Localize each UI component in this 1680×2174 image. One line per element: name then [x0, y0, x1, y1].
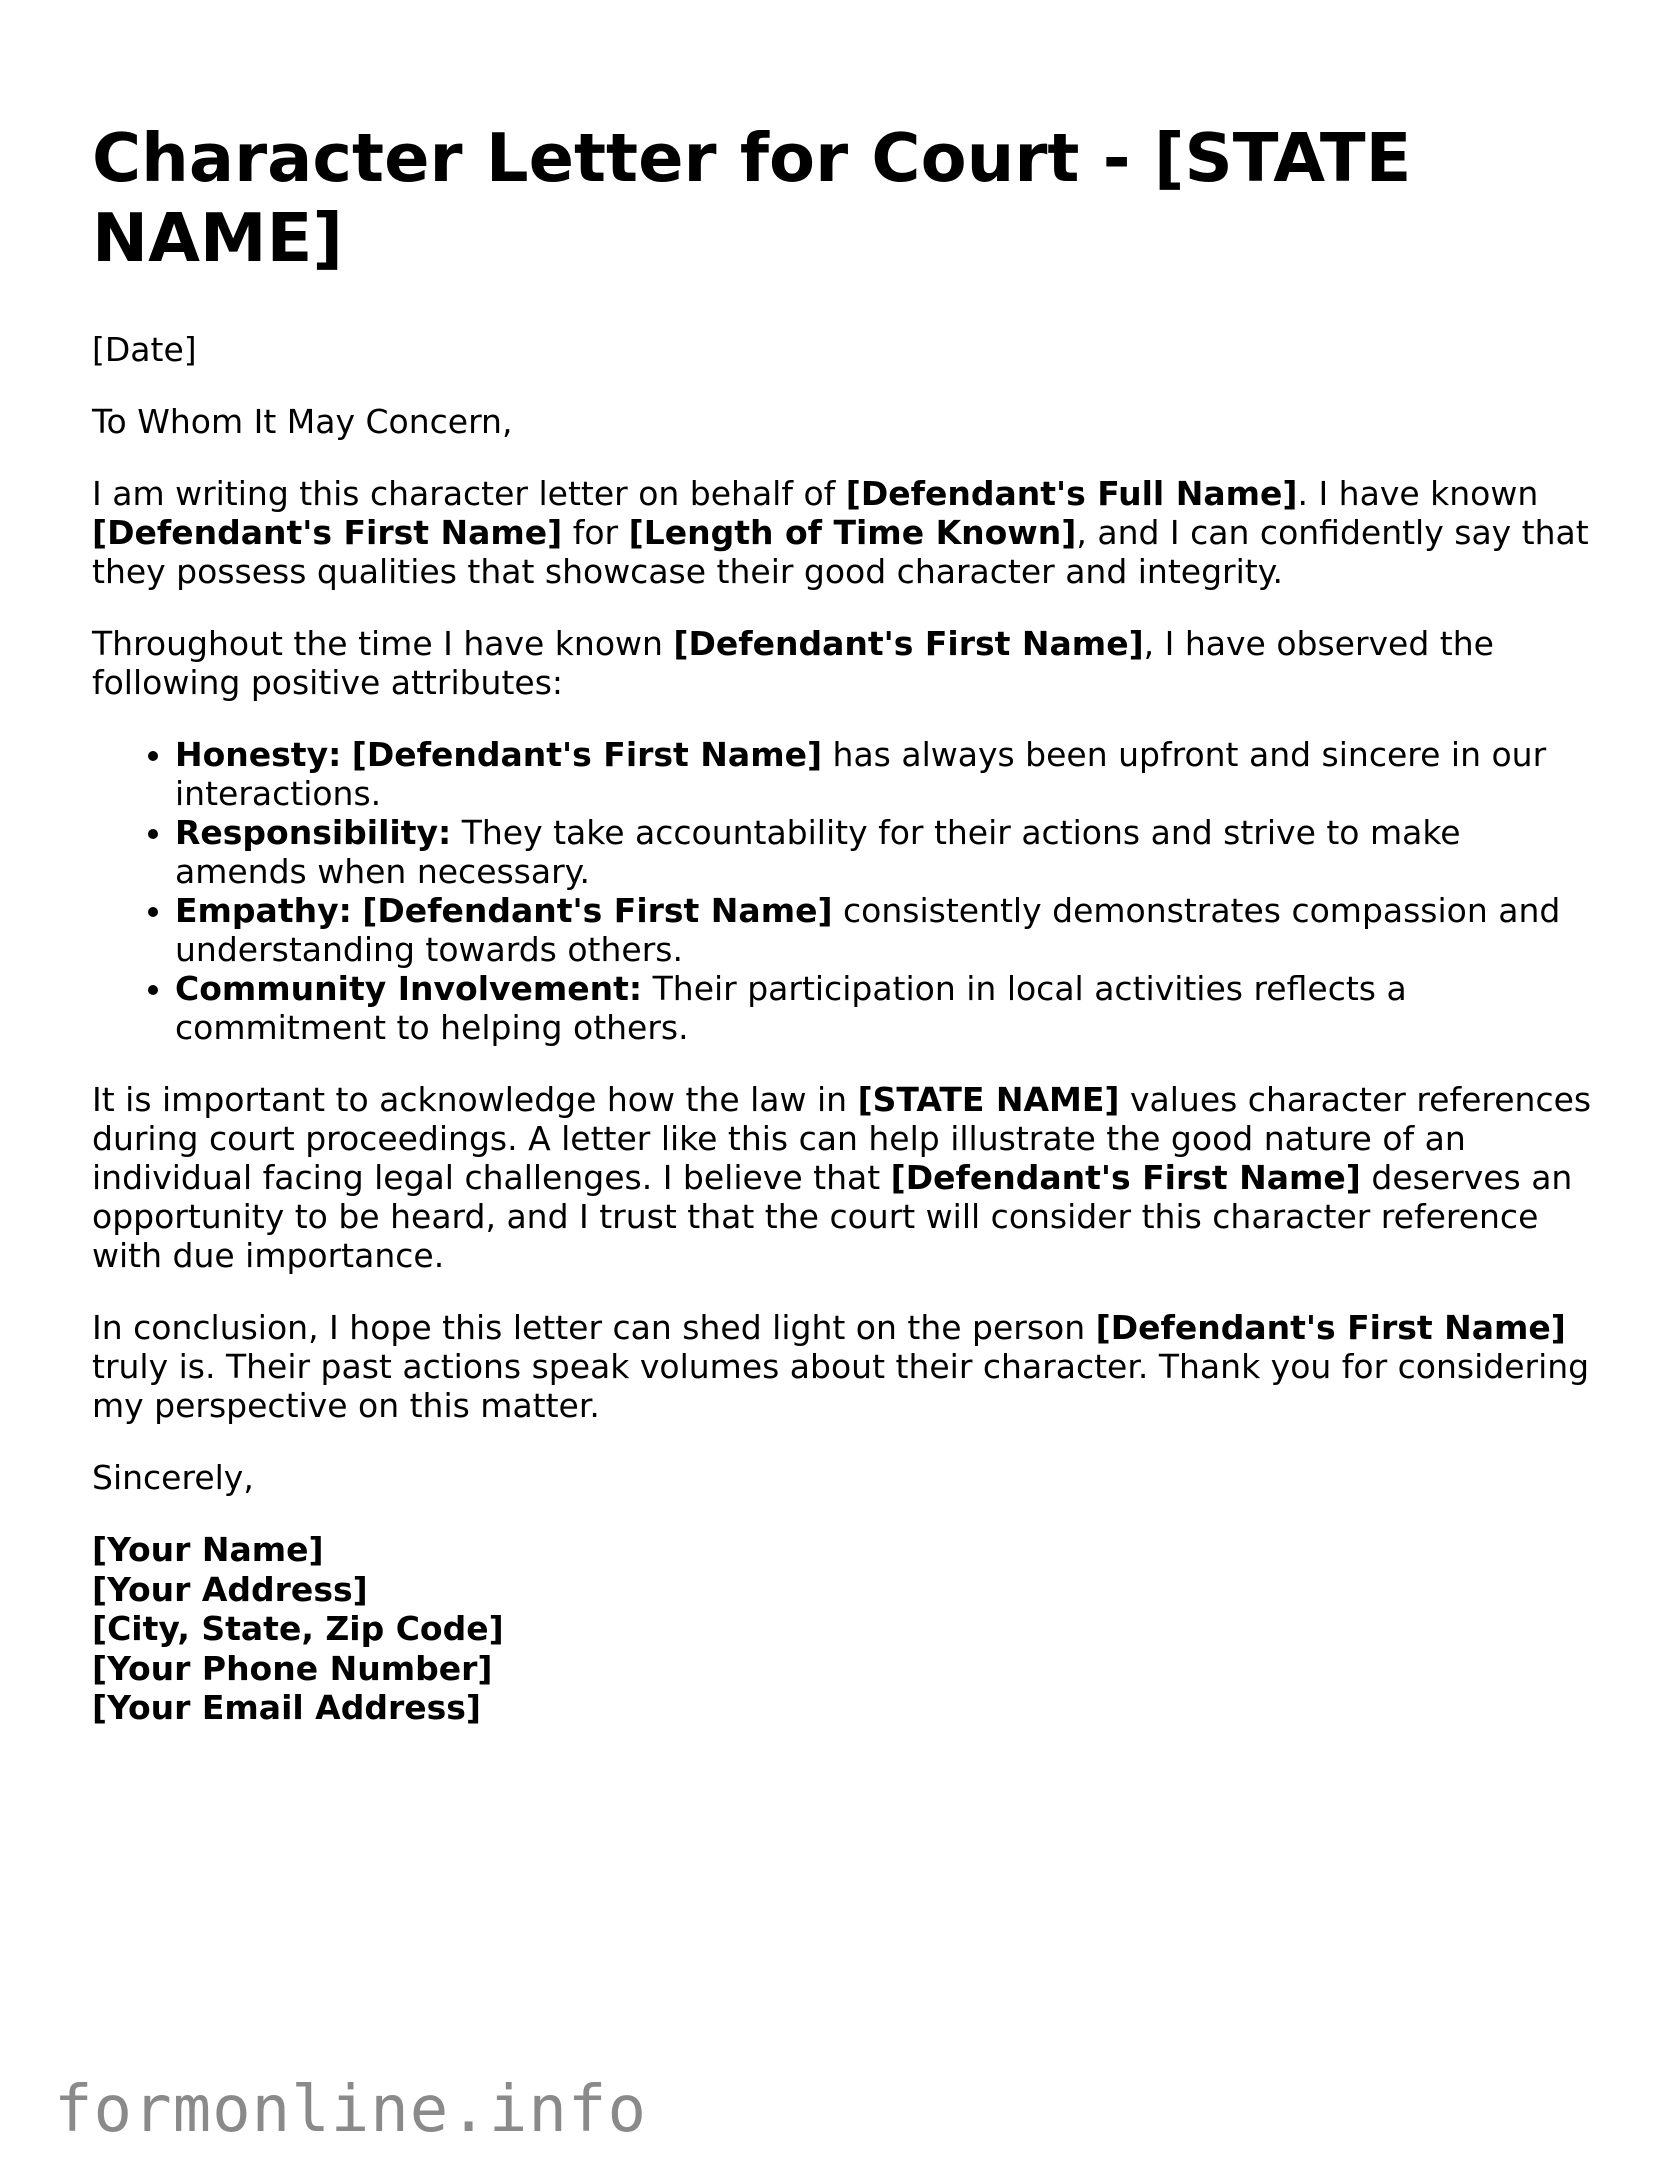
conclusion-text-2: truly is. Their past actions speak volumes about their character. Thank you for considering my perspective on this matter. — [92, 1347, 1590, 1425]
length-of-time-placeholder: [Length of Time Known] — [628, 513, 1077, 552]
observed-paragraph — [92, 624, 1602, 702]
closing: Sincerely, — [92, 1458, 254, 1497]
observed-text-1: Throughout the time I have known — [92, 624, 674, 663]
law-text-3: deserves an opportunity to be heard, and I trust that the court will consider this character reference with due importance. — [92, 1158, 1573, 1275]
law-paragraph — [92, 1080, 1602, 1275]
date-line: [Date] — [92, 330, 197, 369]
defendant-full-name-placeholder: [Defendant's Full Name] — [845, 474, 1298, 513]
intro-text-3: for — [562, 513, 629, 552]
attribute-label: Empathy: — [175, 891, 352, 930]
state-name-placeholder: [STATE NAME] — [857, 1080, 1120, 1119]
attribute-label: Honesty: — [175, 735, 342, 774]
defendant-first-name-placeholder: [Defendant's First Name] — [92, 513, 563, 552]
defendant-first-name-placeholder: [Defendant's First Name] — [362, 891, 833, 930]
signature-email: [Your Email Address] — [92, 1688, 481, 1727]
attribute-label: Community Involvement: — [175, 969, 643, 1008]
attribute-responsibility — [175, 813, 1602, 891]
salutation: To Whom It May Concern, — [92, 402, 513, 441]
attribute-empathy — [175, 891, 1602, 969]
intro-text-2: . I have known — [1297, 474, 1539, 513]
attributes-list — [92, 735, 1602, 1047]
attribute-community-involvement — [175, 969, 1602, 1047]
watermark: formonline.info — [54, 2073, 647, 2147]
signature-city-state-zip: [City, State, Zip Code] — [92, 1609, 504, 1648]
attribute-honesty — [175, 735, 1602, 813]
signature-name: [Your Name] — [92, 1530, 324, 1569]
signature-address: [Your Address] — [92, 1569, 368, 1609]
conclusion-text-1: In conclusion, I hope this letter can shed light on the person — [92, 1308, 1096, 1347]
attribute-label: Responsibility: — [175, 813, 452, 852]
attribute-text: consistently demonstrates compassion and understanding towards others. — [175, 891, 1561, 969]
law-text-2: values character references during court proceedings. A letter like this can help illustrate the good nature of an individual facing legal challenges. I believe that — [92, 1080, 1592, 1197]
intro-text-1: I am writing this character letter on behalf of — [92, 474, 846, 513]
defendant-first-name-placeholder: [Defendant's First Name] — [351, 735, 823, 774]
attribute-text: They take accountability for their actions and strive to make amends when necessary. — [175, 813, 1461, 891]
signature-phone: [Your Phone Number] — [92, 1648, 493, 1688]
conclusion-paragraph — [92, 1308, 1602, 1425]
defendant-first-name-placeholder: [Defendant's First Name] — [890, 1158, 1361, 1197]
attribute-text: Their participation in local activities reflects a commitment to helping others. — [175, 969, 1407, 1047]
letter-page — [92, 118, 1602, 1728]
defendant-first-name-placeholder: [Defendant's First Name] — [673, 624, 1144, 663]
observed-text-2: , I have observed the following positive attributes: — [92, 624, 1494, 702]
law-text-1: It is important to acknowledge how the law in — [92, 1080, 858, 1119]
intro-paragraph — [92, 474, 1602, 591]
signature-block — [92, 1530, 1602, 1728]
attribute-text: has always been upfront and sincere in our interactions. — [175, 735, 1547, 813]
intro-text-4: , and I can confidently say that they possess qualities that showcase their good character and integrity. — [92, 513, 1589, 591]
defendant-first-name-placeholder: [Defendant's First Name] — [1095, 1308, 1566, 1347]
page-title: Character Letter for Court - [STATE NAME] — [92, 119, 1412, 277]
